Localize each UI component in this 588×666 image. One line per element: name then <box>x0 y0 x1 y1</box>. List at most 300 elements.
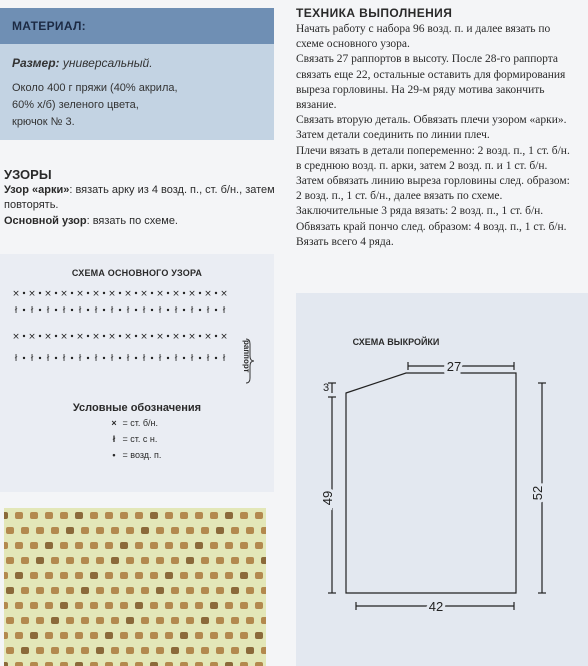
sc-symbol: × <box>220 289 228 299</box>
chain-symbol <box>55 357 57 359</box>
crochet-hole <box>135 542 143 549</box>
chain-symbol <box>199 292 201 294</box>
crochet-hole <box>81 527 89 534</box>
dc-symbol: ł <box>110 306 114 316</box>
crochet-hole <box>21 617 29 624</box>
crochet-hole <box>90 662 98 666</box>
sc-symbol: × <box>60 289 68 299</box>
dc-symbol: ł <box>30 354 34 364</box>
crochet-hole <box>150 662 158 666</box>
sc-symbol: × <box>188 332 196 342</box>
legend-symbol: × <box>111 418 117 428</box>
chain-symbol <box>23 292 25 294</box>
crochet-hole <box>96 557 104 564</box>
chain-symbol <box>103 309 105 311</box>
crochet-hole <box>90 542 98 549</box>
chain-symbol <box>39 335 41 337</box>
sewing-pattern-title: СХЕМА ВЫКРОЙКИ <box>352 337 440 347</box>
crochet-hole <box>21 557 29 564</box>
crochet-hole <box>156 527 164 534</box>
crochet-hole <box>120 662 128 666</box>
size-label: Размер: <box>12 56 60 70</box>
crochet-hole <box>156 587 164 594</box>
crochet-hole <box>180 512 188 519</box>
crochet-hole <box>105 512 113 519</box>
crochet-hole <box>126 557 134 564</box>
dc-symbol: ł <box>190 306 194 316</box>
crochet-hole <box>246 647 254 654</box>
crochet-hole <box>15 542 23 549</box>
crochet-hole <box>60 632 68 639</box>
crochet-hole <box>105 602 113 609</box>
crochet-hole <box>171 557 179 564</box>
sc-symbol: × <box>76 332 84 342</box>
crochet-hole <box>96 527 104 534</box>
crochet-hole <box>150 602 158 609</box>
stitch-scheme-title: СХЕМА ОСНОВНОГО УЗОРА <box>71 268 203 278</box>
crochet-hole <box>6 557 14 564</box>
crochet-hole <box>225 662 233 666</box>
crochet-hole <box>90 572 98 579</box>
dc-symbol: ł <box>46 306 50 316</box>
crochet-hole <box>150 512 158 519</box>
crochet-hole <box>36 527 44 534</box>
dc-symbol: ł <box>158 354 162 364</box>
dc-symbol: ł <box>14 306 18 316</box>
crochet-hole <box>255 542 263 549</box>
chain-symbol <box>151 309 153 311</box>
crochet-hole <box>36 617 44 624</box>
crochet-hole <box>240 602 248 609</box>
chain-symbol <box>167 335 169 337</box>
dc-symbol: ł <box>174 306 178 316</box>
crochet-hole <box>261 587 266 594</box>
chain-symbol <box>119 357 121 359</box>
chain-symbol <box>119 292 121 294</box>
crochet-hole <box>60 512 68 519</box>
crochet-hole <box>195 542 203 549</box>
sc-symbol: × <box>60 332 68 342</box>
crochet-hole <box>30 572 38 579</box>
chain-symbol <box>183 292 185 294</box>
crochet-hole <box>201 617 209 624</box>
legend-row-dc <box>108 434 157 444</box>
chain-symbol <box>183 357 185 359</box>
crochet-hole <box>36 587 44 594</box>
chain-symbol <box>103 335 105 337</box>
crochet-hole <box>195 512 203 519</box>
crochet-hole <box>21 527 29 534</box>
crochet-hole <box>90 512 98 519</box>
dc-symbol: ł <box>78 354 82 364</box>
chain-symbol <box>55 309 57 311</box>
sc-symbol: × <box>220 332 228 342</box>
chain-symbol <box>71 335 73 337</box>
technique-paragraph: Заключительные 3 ряда вязать: 2 возд. п., 1 ст. б/н. <box>296 205 544 218</box>
dim-top-label: 27 <box>446 359 462 374</box>
crochet-hole <box>96 587 104 594</box>
technique-paragraph: Обвязать край пончо след. образом: 4 возд. п., 1 ст. б/н. Вязать всего 4 ряда. <box>296 220 567 248</box>
crochet-hole <box>126 587 134 594</box>
chain-symbol <box>87 335 89 337</box>
crochet-photo <box>4 508 266 666</box>
crochet-hole <box>4 602 8 609</box>
crochet-hole <box>255 602 263 609</box>
legend-symbol: ł <box>112 434 116 444</box>
crochet-hole <box>6 617 14 624</box>
sc-symbol: × <box>124 289 132 299</box>
chain-symbol <box>215 309 217 311</box>
crochet-hole <box>6 527 14 534</box>
crochet-hole <box>165 632 173 639</box>
crochet-hole <box>6 587 14 594</box>
dc-symbol: ł <box>94 354 98 364</box>
crochet-hole <box>75 542 83 549</box>
chain-symbol <box>135 292 137 294</box>
chain-symbol <box>151 335 153 337</box>
crochet-hole <box>81 557 89 564</box>
crochet-hole <box>165 662 173 666</box>
crochet-hole <box>225 512 233 519</box>
crochet-hole <box>135 512 143 519</box>
crochet-hole <box>135 602 143 609</box>
sc-symbol: × <box>156 332 164 342</box>
crochet-hole <box>165 542 173 549</box>
dc-symbol: ł <box>142 306 146 316</box>
crochet-hole <box>105 662 113 666</box>
crochet-hole <box>210 572 218 579</box>
crochet-hole <box>75 602 83 609</box>
crochet-hole <box>165 602 173 609</box>
chain-symbol <box>215 335 217 337</box>
crochet-hole <box>66 557 74 564</box>
material-line-2: 60% х/б) зеленого цвета, <box>12 99 139 111</box>
chain-symbol <box>71 292 73 294</box>
crochet-hole <box>30 632 38 639</box>
crochet-hole <box>261 527 266 534</box>
crochet-hole <box>171 617 179 624</box>
crochet-hole <box>246 617 254 624</box>
chain-symbol <box>183 335 185 337</box>
crochet-hole <box>6 647 14 654</box>
crochet-hole <box>120 602 128 609</box>
crochet-hole <box>30 542 38 549</box>
crochet-hole <box>111 587 119 594</box>
sc-symbol: × <box>188 289 196 299</box>
technique-text <box>296 22 574 250</box>
dim-bottom-label: 42 <box>428 599 444 614</box>
crochet-hole <box>126 647 134 654</box>
crochet-hole <box>4 512 8 519</box>
chain-symbol <box>71 309 73 311</box>
chain-symbol <box>199 309 201 311</box>
crochet-hole <box>126 617 134 624</box>
legend-text: = ст. б/н. <box>122 418 159 428</box>
crochet-hole <box>180 572 188 579</box>
crochet-hole <box>4 572 8 579</box>
chain-symbol <box>39 309 41 311</box>
crochet-hole <box>120 632 128 639</box>
crochet-hole <box>201 527 209 534</box>
crochet-hole <box>105 632 113 639</box>
crochet-hole <box>4 632 8 639</box>
legend-text: = ст. с н. <box>122 434 158 444</box>
dc-symbol: ł <box>78 306 82 316</box>
crochet-hole <box>60 662 68 666</box>
crochet-hole <box>66 587 74 594</box>
crochet-hole <box>96 617 104 624</box>
crochet-hole <box>15 662 23 666</box>
sc-symbol: × <box>156 289 164 299</box>
crochet-hole <box>150 572 158 579</box>
crochet-hole <box>51 557 59 564</box>
chain-symbol <box>215 357 217 359</box>
crochet-hole <box>21 647 29 654</box>
crochet-hole <box>111 647 119 654</box>
crochet-hole <box>66 647 74 654</box>
dc-symbol: ł <box>62 306 66 316</box>
crochet-hole <box>141 557 149 564</box>
crochet-hole <box>75 632 83 639</box>
sewing-pattern-box <box>296 293 588 666</box>
crochet-hole <box>201 647 209 654</box>
chain-symbol <box>23 335 25 337</box>
crochet-hole <box>216 557 224 564</box>
crochet-hole <box>105 542 113 549</box>
stitch-scheme-box <box>0 254 274 492</box>
dc-symbol: ł <box>206 306 210 316</box>
crochet-hole <box>81 617 89 624</box>
crochet-hole <box>75 572 83 579</box>
crochet-hole <box>210 602 218 609</box>
crochet-hole <box>21 587 29 594</box>
crochet-hole <box>81 587 89 594</box>
crochet-hole <box>165 572 173 579</box>
chain-symbol <box>215 292 217 294</box>
crochet-hole <box>111 617 119 624</box>
sc-symbol: × <box>44 289 52 299</box>
crochet-hole <box>45 572 53 579</box>
crochet-hole <box>225 572 233 579</box>
crochet-hole <box>120 512 128 519</box>
crochet-hole <box>30 512 38 519</box>
crochet-hole <box>15 512 23 519</box>
main-pattern-label: Основной узор <box>4 215 87 227</box>
crochet-hole <box>51 527 59 534</box>
crochet-hole <box>255 632 263 639</box>
crochet-hole <box>36 647 44 654</box>
rapport-label: раппорт <box>242 340 251 373</box>
dc-symbol: ł <box>62 354 66 364</box>
chain-symbol <box>87 357 89 359</box>
dc-symbol: ł <box>222 354 226 364</box>
crochet-hole <box>150 542 158 549</box>
crochet-hole <box>171 647 179 654</box>
crochet-hole <box>180 602 188 609</box>
chain-symbol <box>167 292 169 294</box>
dc-symbol: ł <box>206 354 210 364</box>
pattern-outline <box>346 373 516 593</box>
crochet-hole <box>141 617 149 624</box>
sc-symbol: × <box>140 332 148 342</box>
crochet-hole <box>60 542 68 549</box>
material-line-1: Около 400 г пряжи (40% акрила, <box>12 82 178 94</box>
crochet-hole <box>210 632 218 639</box>
crochet-hole <box>75 662 83 666</box>
dc-symbol: ł <box>126 354 130 364</box>
chain-symbol <box>119 309 121 311</box>
crochet-hole <box>231 647 239 654</box>
crochet-hole <box>4 662 8 666</box>
patterns-title: УЗОРЫ <box>4 167 52 182</box>
crochet-hole <box>66 527 74 534</box>
arch-pattern-desc: : вязать арку из 4 возд. п., ст. б/н., затем повторять. <box>4 184 275 211</box>
dc-symbol: ł <box>110 354 114 364</box>
crochet-hole <box>240 542 248 549</box>
crochet-hole <box>216 587 224 594</box>
crochet-hole <box>96 647 104 654</box>
crochet-hole <box>45 602 53 609</box>
crochet-hole <box>111 527 119 534</box>
crochet-hole <box>126 527 134 534</box>
crochet-hole <box>246 557 254 564</box>
legend-text: = возд. п. <box>122 450 162 460</box>
crochet-hole <box>261 647 266 654</box>
crochet-hole <box>261 617 266 624</box>
material-size <box>12 56 153 70</box>
crochet-hole <box>141 647 149 654</box>
crochet-hole <box>51 647 59 654</box>
sc-symbol: × <box>12 289 20 299</box>
crochet-hole <box>105 572 113 579</box>
dc-symbol: ł <box>14 354 18 364</box>
crochet-hole <box>210 512 218 519</box>
arch-pattern-text <box>4 183 276 213</box>
crochet-hole <box>66 617 74 624</box>
sc-symbol: × <box>28 289 36 299</box>
crochet-hole <box>45 662 53 666</box>
chain-symbol <box>39 357 41 359</box>
legend-row-sc <box>108 418 158 428</box>
crochet-hole <box>240 662 248 666</box>
chain-symbol <box>23 309 25 311</box>
sc-symbol: × <box>172 289 180 299</box>
main-pattern-text <box>4 214 276 229</box>
crochet-hole <box>81 647 89 654</box>
crochet-hole <box>195 632 203 639</box>
arch-pattern-label: Узор «арки» <box>4 184 70 196</box>
sc-symbol: × <box>124 332 132 342</box>
crochet-hole <box>60 572 68 579</box>
crochet-hole <box>51 587 59 594</box>
chain-symbol <box>135 309 137 311</box>
crochet-hole <box>150 632 158 639</box>
dc-symbol: ł <box>174 354 178 364</box>
crochet-hole <box>135 572 143 579</box>
crochet-hole <box>195 572 203 579</box>
crochet-hole <box>141 527 149 534</box>
crochet-hole <box>15 572 23 579</box>
chain-symbol <box>103 357 105 359</box>
chain-symbol <box>183 309 185 311</box>
crochet-hole <box>210 662 218 666</box>
technique-paragraph: Начать работу с набора 96 возд. п. и далее вязать по схеме основного узора. <box>296 23 551 51</box>
sc-symbol: × <box>12 332 20 342</box>
crochet-hole <box>51 617 59 624</box>
dc-symbol: ł <box>126 306 130 316</box>
main-pattern-desc: : вязать по схеме. <box>86 215 178 227</box>
crochet-hole <box>4 542 8 549</box>
crochet-hole <box>231 587 239 594</box>
crochet-hole <box>15 632 23 639</box>
dc-symbol: ł <box>142 354 146 364</box>
material-title: МАТЕРИАЛ: <box>12 19 86 33</box>
dim-notch-label: 3 <box>322 382 330 394</box>
sc-symbol: × <box>92 289 100 299</box>
crochet-hole <box>141 587 149 594</box>
crochet-hole <box>246 527 254 534</box>
sc-symbol: × <box>76 289 84 299</box>
crochet-hole <box>246 587 254 594</box>
crochet-hole <box>186 557 194 564</box>
crochet-hole <box>216 527 224 534</box>
crochet-hole <box>156 557 164 564</box>
sc-symbol: × <box>44 332 52 342</box>
crochet-hole <box>255 662 263 666</box>
crochet-hole <box>186 587 194 594</box>
crochet-hole <box>231 527 239 534</box>
technique-paragraph: Связать 27 раппортов в высоту. После 28-го раппорта связать еще 22, остальные оставить для формирования выреза горловины. На 29-м ряду мотива закончить вязание. <box>296 53 566 112</box>
chain-symbol <box>167 309 169 311</box>
sc-symbol: × <box>140 289 148 299</box>
crochet-hole <box>240 572 248 579</box>
crochet-hole <box>120 572 128 579</box>
sc-symbol: × <box>172 332 180 342</box>
crochet-hole <box>36 557 44 564</box>
sc-symbol: × <box>204 332 212 342</box>
sc-symbol: × <box>204 289 212 299</box>
crochet-hole <box>195 662 203 666</box>
crochet-hole <box>30 602 38 609</box>
sc-symbol: × <box>92 332 100 342</box>
crochet-hole <box>180 542 188 549</box>
chain-symbol <box>119 335 121 337</box>
chain-symbol <box>55 335 57 337</box>
crochet-hole <box>90 632 98 639</box>
crochet-hole <box>255 512 263 519</box>
legend-row-ch <box>108 450 161 460</box>
crochet-hole <box>255 572 263 579</box>
crochet-hole <box>180 662 188 666</box>
technique-paragraph: Связать вторую деталь. Обвязать плечи узором «арки». Затем детали соединить по линии плеч. <box>296 114 567 142</box>
crochet-hole <box>201 587 209 594</box>
dim-left-label: 49 <box>320 490 335 506</box>
sewing-pattern-diagram <box>296 293 588 666</box>
crochet-texture <box>4 508 266 666</box>
crochet-hole <box>225 632 233 639</box>
size-value: универсальный. <box>59 56 153 70</box>
crochet-hole <box>135 632 143 639</box>
material-line-3: крючок № 3. <box>12 116 75 128</box>
dc-symbol: ł <box>222 306 226 316</box>
technique-title: ТЕХНИКА ВЫПОЛНЕНИЯ <box>296 6 453 20</box>
crochet-hole <box>216 647 224 654</box>
crochet-hole <box>261 557 266 564</box>
crochet-hole <box>186 617 194 624</box>
chain-symbol <box>135 335 137 337</box>
chain-symbol <box>87 292 89 294</box>
chain-symbol <box>199 357 201 359</box>
